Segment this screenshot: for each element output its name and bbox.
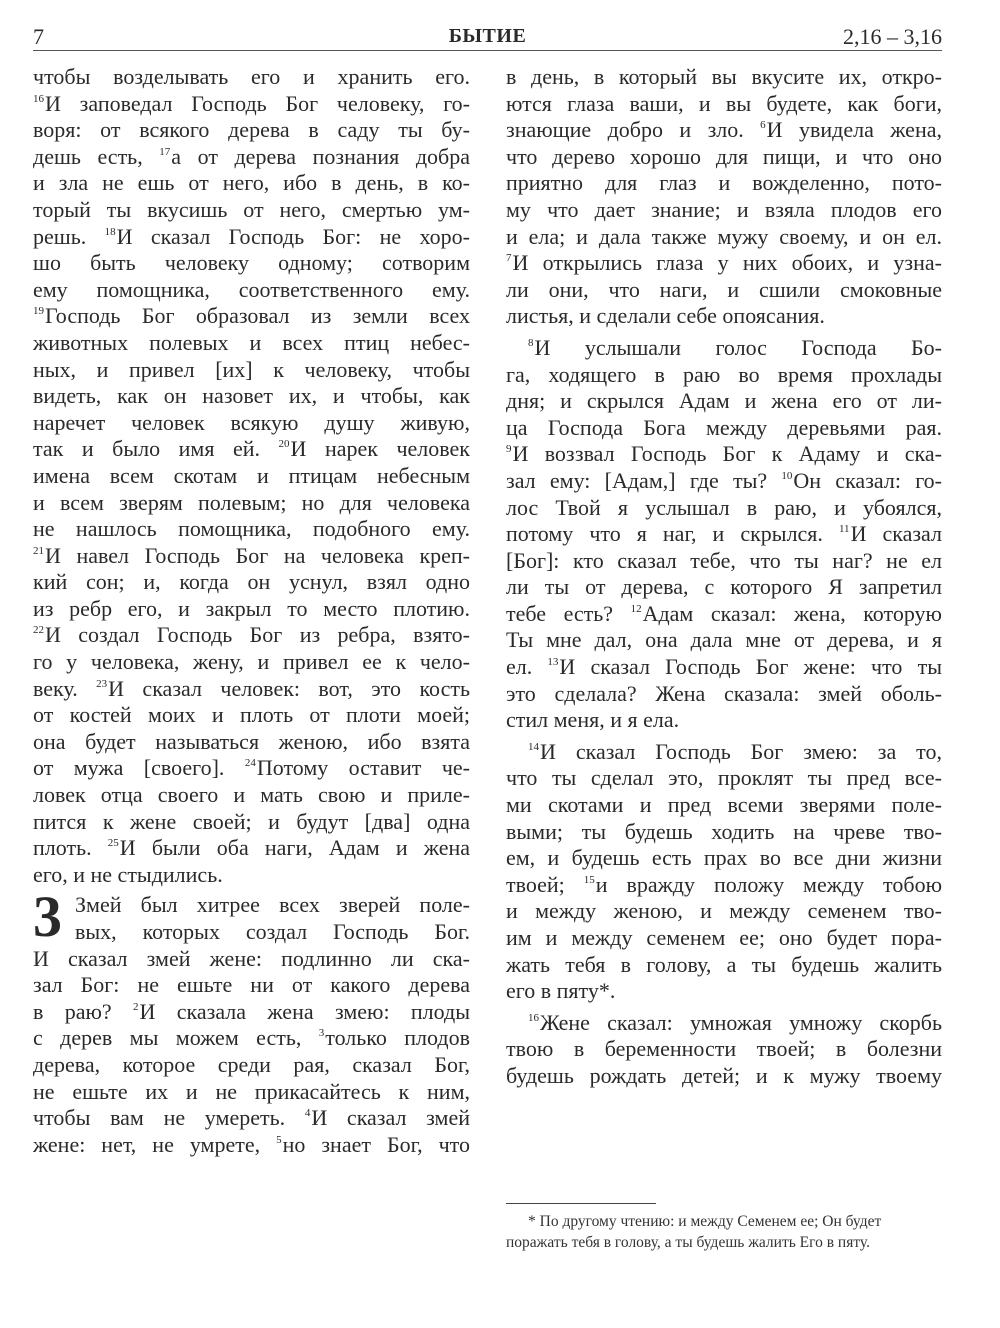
- verse-number: 25: [107, 837, 119, 850]
- text-line: [33, 569, 470, 596]
- line-text: И создал Господь Бог из ребра, взято-: [45, 622, 470, 648]
- text-line: [506, 845, 942, 872]
- line-text: будешь рождать детей; и к мужу твоему: [506, 1062, 942, 1088]
- verse-number: 20: [278, 438, 290, 451]
- verse-number: 23: [96, 677, 108, 690]
- text-line: [506, 277, 942, 304]
- text-line: [506, 707, 942, 734]
- line-text: [Бог]: кто сказал тебе, что ты наг? не ел: [506, 547, 942, 573]
- line-text: И воззвал Господь Бог к Адаму и ска-: [512, 441, 942, 467]
- text-line: [33, 490, 470, 517]
- line-text: га, ходящего в раю во время прохлады: [506, 361, 942, 387]
- text-line: [33, 250, 470, 277]
- text-line: [506, 898, 942, 925]
- text-line: [506, 765, 942, 792]
- chapter-3: [33, 884, 470, 1158]
- line-text: это сделала? Жена сказала: змей оболь-: [506, 680, 942, 706]
- text-line: [33, 383, 470, 410]
- verse-number: 5: [276, 1133, 282, 1146]
- text-line: [506, 362, 942, 389]
- text-line: [33, 543, 470, 570]
- text-line: [506, 303, 942, 330]
- text-line: [506, 548, 942, 575]
- text-line: [506, 197, 942, 224]
- line-text: не нашлось помощника, подобного ему.: [33, 516, 470, 542]
- line-text: чтобы вам не умереть.: [33, 1105, 305, 1131]
- text-line: [33, 999, 470, 1026]
- text-line: [33, 170, 470, 197]
- verse-number: 13: [547, 656, 559, 669]
- text-line: [506, 952, 942, 979]
- line-text: видеть, как он назовет их, и чтобы, как: [33, 383, 470, 409]
- line-text: не ешьте их и не прикасайтесь к ним,: [33, 1078, 470, 1104]
- line-text: и ела; и дала также мужу своему, и он ел.: [506, 223, 942, 249]
- line-text: И сказал Господь Бог: не хоро-: [116, 223, 470, 249]
- footnote-divider: [506, 1203, 656, 1204]
- text-line: [33, 649, 470, 676]
- line-text: дешь есть,: [33, 143, 160, 169]
- line-text: зал Бог: не ешьте ни от какого дерева: [33, 972, 470, 998]
- line-text: наречет человек всякую душу живую,: [33, 409, 470, 435]
- text-line: [33, 729, 470, 756]
- verse-number: 7: [506, 252, 512, 265]
- line-text: ми скотами и пред всеми зверями поле-: [506, 792, 942, 818]
- line-text: пится к жене своей; и будут [два] одна: [33, 808, 470, 834]
- paragraph: [506, 739, 942, 1005]
- line-text: веку.: [33, 675, 97, 701]
- line-text: и зла не ешь от него, ибо в день, в ко-: [33, 170, 470, 196]
- line-text: плоть.: [33, 835, 108, 861]
- line-text: приятно для глаз и вожделенно, пото-: [506, 170, 942, 196]
- text-line: [33, 946, 470, 973]
- line-text: И нарек человек: [290, 436, 470, 462]
- line-text: И открылись глаза у них обоих, и узна-: [512, 250, 942, 276]
- text-line: [33, 197, 470, 224]
- text-line: [33, 972, 470, 999]
- line-text: его в пяту*.: [506, 978, 616, 1004]
- line-text: дня; и скрылся Адам и жена его от ли-: [506, 388, 942, 414]
- text-line: [33, 596, 470, 623]
- line-text: Господь Бог образовал из земли всех: [45, 303, 470, 329]
- text-line: [506, 170, 942, 197]
- line-text: лос Твой я услышал в раю, и убоялся,: [506, 494, 942, 520]
- verse-number: 12: [630, 602, 642, 615]
- line-text: его, и не стыдились.: [33, 861, 223, 887]
- line-text: так и было имя ей.: [33, 436, 279, 462]
- text-line: [33, 892, 470, 919]
- line-text: и вражду положу между тобою: [595, 871, 943, 897]
- text-line: [33, 702, 470, 729]
- line-text: из ребр его, и закрыл то место плотию.: [33, 595, 470, 621]
- line-text: что дерево хорошо для пищи, и что оно: [506, 143, 942, 169]
- text-line: [33, 1052, 470, 1079]
- footnote: [506, 1211, 942, 1253]
- text-line: [33, 835, 470, 862]
- verse-number: 16: [528, 1011, 539, 1024]
- right-column: [506, 64, 942, 1090]
- text-line: [33, 224, 470, 251]
- text-line: [506, 1010, 942, 1037]
- line-text: И сказал Господь Бог змею: за то,: [540, 738, 942, 764]
- paragraph: [506, 335, 942, 734]
- line-text: с дерев мы можем есть,: [33, 1025, 319, 1051]
- text-line: [506, 681, 942, 708]
- line-text: стил меня, и я ела.: [506, 707, 680, 733]
- paragraph: [506, 64, 942, 330]
- text-line: [33, 809, 470, 836]
- text-line: [506, 495, 942, 522]
- page-number: 7: [33, 24, 44, 49]
- verse-number: 19: [33, 305, 44, 318]
- line-text: решь.: [33, 223, 105, 249]
- verse-number: 17: [159, 145, 171, 158]
- text-line: [506, 117, 942, 144]
- line-text: потому что я наг, и скрылся.: [506, 521, 839, 547]
- text-line: [506, 792, 942, 819]
- line-text: Жене сказал: умножая умножу скорбь: [540, 1009, 942, 1035]
- verse-number: 16: [33, 92, 44, 105]
- line-text: И сказал человек: вот, это кость: [108, 675, 470, 701]
- text-line: [506, 872, 942, 899]
- line-text: животных полевых и всех птиц небес-: [33, 329, 470, 355]
- verse-number: 18: [104, 225, 116, 238]
- line-text: И услышали голос Господа Бо-: [534, 334, 942, 360]
- text-line: [506, 521, 942, 548]
- text-line: [33, 277, 470, 304]
- line-text: ли они, что наги, и сшили смоковные: [506, 276, 942, 302]
- text-line: [506, 1036, 942, 1063]
- text-line: [506, 1063, 942, 1090]
- line-text: Ты мне дал, она дала мне от дерева, и я: [506, 627, 942, 653]
- line-text: только плодов: [325, 1025, 470, 1051]
- text-line: [506, 64, 942, 91]
- reference-range: 2,16 – 3,16: [843, 24, 942, 49]
- text-line: [33, 676, 470, 703]
- line-text: в раю?: [33, 998, 134, 1024]
- verse-number: 4: [304, 1107, 311, 1120]
- text-line: [33, 1132, 470, 1159]
- line-text: ловек отца своего и мать свою и приле-: [33, 782, 470, 808]
- line-text: И сказала жена змею: плоды: [139, 998, 470, 1024]
- line-text: от костей моих и плоть от плоти моей;: [33, 702, 470, 728]
- footnote-text: По другому чтению: и между Семенем ее; Он будет поражать тебя в голову, а ты будешь жалить Его в пяту.: [506, 1213, 882, 1251]
- verse-number: 8: [528, 336, 534, 349]
- line-text: твою в беременности твоей; в болезни: [506, 1036, 942, 1062]
- verse-number: 2: [133, 1000, 139, 1013]
- text-line: [506, 654, 942, 681]
- line-text: и между женою, и между семенем тво-: [506, 898, 942, 924]
- text-line: [33, 622, 470, 649]
- line-text: И сказал: [850, 521, 942, 547]
- line-text: ных, и привел [их] к человеку, чтобы: [33, 356, 470, 382]
- line-text: ли ты от дерева, с которого Я запретил: [506, 574, 942, 600]
- line-text: твоей;: [506, 871, 584, 897]
- text-line: [506, 601, 942, 628]
- line-text: дерева, которое среди рая, сказал Бог,: [33, 1051, 470, 1077]
- line-text: листья, и сделали себе опоясания.: [506, 303, 825, 329]
- line-text: а от дерева познания добра: [171, 143, 471, 169]
- verse-number: 6: [760, 119, 766, 132]
- line-text: в день, в который вы вкусите их, откро-: [506, 64, 942, 89]
- text-line: [506, 819, 942, 846]
- line-text: им и между семенем ее; оно будет пора-: [506, 925, 942, 950]
- line-text: жать тебя в голову, а ты будешь жалить: [506, 951, 942, 977]
- line-text: Потому оставит че-: [256, 755, 470, 781]
- footnote-marker: *: [528, 1213, 536, 1230]
- line-text: выми; ты будешь ходить на чреве тво-: [506, 818, 942, 844]
- line-text: кий сон; и, когда он уснул, взял одно: [33, 569, 470, 595]
- text-line: [506, 415, 942, 442]
- text-line: [33, 1079, 470, 1106]
- line-text: вых, которых создал Господь Бог.: [75, 919, 470, 944]
- line-text: И сказал змей жене: подлинно ли ска-: [33, 945, 470, 971]
- text-line: [506, 224, 942, 251]
- text-line: [33, 862, 470, 889]
- verse-number: 15: [583, 873, 595, 886]
- line-text: Змей был хитрее всех зверей поле-: [75, 892, 470, 918]
- text-line: [33, 782, 470, 809]
- line-text: И сказал Господь Бог жене: что ты: [559, 654, 942, 680]
- line-text: ца Господа Бога между деревьями рая.: [506, 414, 942, 440]
- text-line: [506, 250, 942, 277]
- line-text: зал ему: [Адам,] где ты?: [506, 467, 782, 493]
- verse-number: 9: [506, 443, 512, 456]
- line-text: воря: от всякого дерева в саду ты бу-: [33, 117, 470, 143]
- text-line: [33, 755, 470, 782]
- line-text: знающие добро и зло.: [506, 117, 761, 143]
- line-text: имена всем скотам и птицам небесным: [33, 462, 470, 488]
- verse-number: 10: [781, 469, 793, 482]
- text-line: [33, 1025, 470, 1052]
- line-text: тебе есть?: [506, 600, 631, 626]
- line-text: Он сказал: го-: [793, 467, 942, 493]
- book-title: БЫТИЕ: [448, 25, 527, 47]
- line-text: и всем зверям полевым; но для человека: [33, 489, 470, 515]
- line-text: ем, и будешь есть прах во все дни жизни: [506, 845, 942, 871]
- text-line: [33, 91, 470, 118]
- text-line: [33, 463, 470, 490]
- text-line: [33, 144, 470, 171]
- line-text: ел.: [506, 654, 548, 680]
- line-text: Адам сказал: жена, которую: [642, 600, 942, 626]
- text-line: [506, 468, 942, 495]
- text-line: [33, 1105, 470, 1132]
- text-line: [33, 436, 470, 463]
- verse-number: 21: [33, 544, 44, 557]
- line-text: но знает Бог, что: [282, 1131, 470, 1157]
- line-text: что ты сделал это, проклят ты пред все-: [506, 765, 942, 791]
- text-line: [33, 330, 470, 357]
- line-text: чтобы возделывать его и хранить его.: [33, 64, 470, 89]
- text-line: [506, 91, 942, 118]
- text-line: [33, 919, 470, 946]
- text-line: [506, 144, 942, 171]
- verse-number: 14: [528, 740, 539, 753]
- text-line: [506, 739, 942, 766]
- text-line: [506, 441, 942, 468]
- line-text: шо быть человеку одному; сотворим: [33, 250, 470, 276]
- line-text: И увидела жена,: [766, 117, 942, 143]
- text-line: [506, 925, 942, 952]
- line-text: от мужа [своего].: [33, 755, 245, 781]
- line-text: го у человека, жену, и привел ее к чело-: [33, 649, 470, 675]
- verse-number: 11: [838, 523, 850, 536]
- text-line: [33, 64, 470, 91]
- text-line: [506, 627, 942, 654]
- line-text: она будет называться женою, ибо взята: [33, 728, 470, 754]
- line-text: жене: нет, не умрете,: [33, 1131, 277, 1157]
- text-line: [506, 574, 942, 601]
- text-line: [33, 117, 470, 144]
- text-line: [33, 410, 470, 437]
- line-text: ются глаза ваши, и вы будете, как боги,: [506, 90, 942, 116]
- verse-number: 22: [33, 624, 44, 637]
- line-text: И заповедал Господь Бог человеку, го-: [45, 90, 470, 116]
- paragraph: [506, 1010, 942, 1090]
- running-header: [33, 22, 942, 51]
- text-line: [33, 516, 470, 543]
- text-line: [506, 978, 942, 1005]
- line-text: му что дает знание; и взяла плодов его: [506, 196, 942, 222]
- text-line: [33, 357, 470, 384]
- line-text: ему помощника, соответственного ему.: [33, 276, 470, 302]
- chapter-number: 3: [33, 884, 62, 950]
- line-text: И навел Господь Бог на человека креп-: [45, 542, 470, 568]
- verse-number: 24: [244, 757, 256, 770]
- verse-number: 3: [318, 1027, 325, 1040]
- text-line: [33, 303, 470, 330]
- line-text: И сказал змей: [311, 1105, 470, 1131]
- line-text: торый ты вкусишь от него, смертью ум-: [33, 196, 470, 222]
- text-line: [506, 388, 942, 415]
- left-column: [33, 64, 470, 1158]
- text-line: [506, 335, 942, 362]
- line-text: И были оба наги, Адам и жена: [119, 835, 471, 861]
